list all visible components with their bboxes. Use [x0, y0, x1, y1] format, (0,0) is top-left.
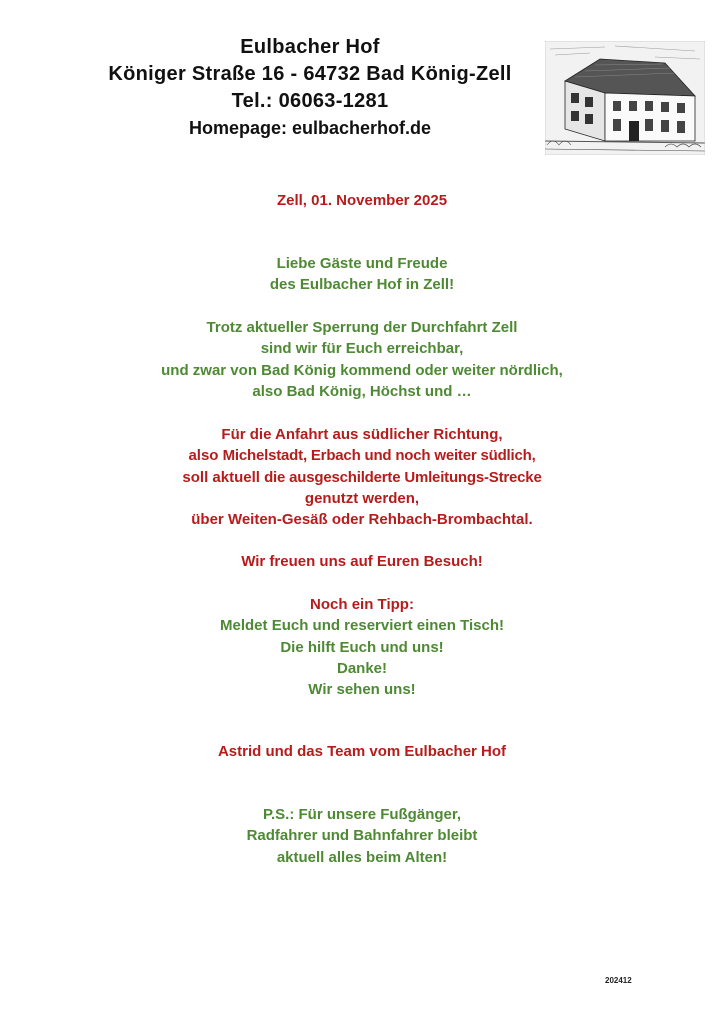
south-line: Für die Anfahrt aus südlicher Richtung, [221, 426, 503, 443]
ps-line: Radfahrer und Bahnfahrer bleibt [246, 827, 478, 845]
document-code: 202412 [605, 976, 632, 985]
tip-line: Danke! [336, 659, 388, 677]
greeting-line: des Eulbacher Hof in Zell! [269, 276, 455, 294]
greeting-line: Liebe Gäste und Freude [276, 255, 448, 272]
south-line [0, 467, 724, 488]
closure-line: und zwar von Bad König kommend oder weiter nördlich, [161, 361, 563, 379]
visit-line: Wir freuen uns auf Euren Besuch! [241, 553, 483, 570]
signature: Astrid und das Team vom Eulbacher Hof [217, 743, 507, 760]
business-name: Eulbacher Hof [240, 36, 380, 58]
closure-line: sind wir für Euch erreichbar, [260, 340, 464, 358]
tip-line: Meldet Euch und reserviert einen Tisch! [220, 617, 504, 635]
south-prefix: also [188, 447, 223, 465]
tip-line: Die hilft Euch und uns! [280, 638, 444, 656]
south-prefix: soll aktuell [182, 468, 265, 486]
hotel-building-sketch-icon [545, 41, 705, 155]
south-line [0, 445, 724, 466]
tip-line: Wir sehen uns! [308, 681, 416, 699]
business-phone: Tel.: 06063-1281 [231, 90, 389, 112]
postscript [0, 804, 724, 868]
ps-line: P.S.: Für unsere Fußgänger, [262, 806, 462, 823]
closure-line: Trotz aktueller Sperrung der Durchfahrt Zell [206, 319, 518, 336]
greeting [0, 253, 724, 296]
tip-section [0, 594, 724, 700]
closure-line: also Bad König, Höchst und … [252, 382, 472, 400]
south-line: genutzt werden, [304, 489, 420, 507]
south-route-notice [0, 424, 724, 530]
date-line: Zell, 01. November 2025 [276, 192, 448, 209]
letterhead [80, 34, 540, 141]
business-homepage: Homepage: eulbacherhof.de [188, 118, 432, 138]
detour-route: die ausgeschilderte Umleitungs-Strecke [264, 468, 542, 486]
closure-notice [0, 317, 724, 402]
south-towns: Michelstadt, Erbach und noch weiter südlich, [222, 447, 536, 465]
ps-line: aktuell alles beim Alten! [276, 848, 448, 866]
south-line: über Weiten-Gesäß oder Rehbach-Brombachtal. [191, 511, 533, 529]
business-address: Königer Straße 16 - 64732 Bad König-Zell [108, 63, 512, 85]
tip-title: Noch ein Tipp: [310, 596, 414, 613]
